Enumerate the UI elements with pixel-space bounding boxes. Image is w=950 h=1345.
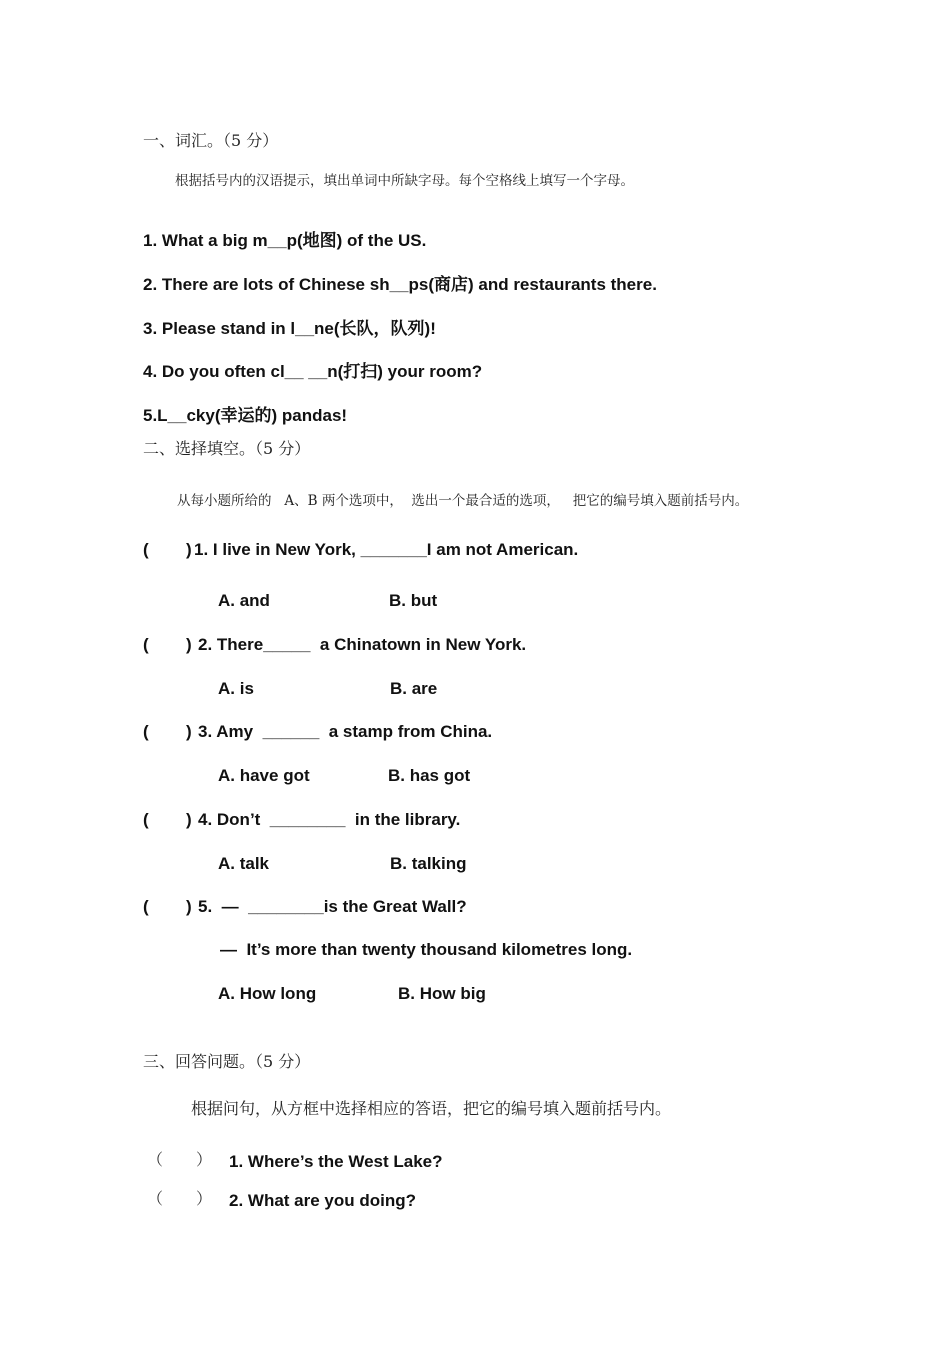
qa-q2-open-paren: （ xyxy=(147,1189,164,1208)
mc-q5-answer-line: — It’s more than twenty thousand kilometres long. xyxy=(220,940,633,959)
mc-q3-option-b: B. has got xyxy=(388,766,471,785)
section2-title: 二、选择填空。（5 分） xyxy=(143,439,311,458)
section3-instruction: 根据问句，从方框中选择相应的答语，把它的编号填入题前括号内。 xyxy=(191,1099,672,1118)
mc-q1-open-paren: ( xyxy=(143,540,149,559)
mc-q1-option-b: B. but xyxy=(389,591,438,610)
vocab-item-1: 1. What a big m__p(地图) of the US. xyxy=(143,231,427,250)
mc-q2-open-paren: ( xyxy=(143,635,149,654)
mc-q2-close-paren: ) xyxy=(186,635,192,654)
mc-q5-text: 5. — ________is the Great Wall? xyxy=(198,897,467,916)
qa-q1-close-paren: ） xyxy=(196,1150,213,1169)
mc-q4-text: 4. Don’t ________ in the library. xyxy=(198,810,461,829)
mc-q4-close-paren: ) xyxy=(186,810,192,829)
mc-q3-open-paren: ( xyxy=(143,722,149,741)
mc-q1-close-paren: ) xyxy=(186,540,192,559)
qa-q1-text: 1. Where’s the West Lake? xyxy=(229,1152,443,1171)
qa-q2-text: 2. What are you doing? xyxy=(229,1191,417,1210)
mc-q1-text: 1. I live in New York, _______I am not American. xyxy=(194,540,579,559)
mc-q4-option-a: A. talk xyxy=(218,854,270,873)
vocab-item-4: 4. Do you often cl__ __n(打扫) your room? xyxy=(143,362,483,381)
vocab-item-3: 3. Please stand in l__ne(长队，队列)! xyxy=(143,319,436,338)
mc-q1-option-a: A. and xyxy=(218,591,270,610)
qa-q1-open-paren: （ xyxy=(147,1150,164,1169)
section1-instruction: 根据括号内的汉语提示，填出单词中所缺字母。每个空格线上填写一个字母。 xyxy=(175,173,634,189)
mc-q2-text: 2. There_____ a Chinatown in New York. xyxy=(198,635,527,654)
mc-q5-open-paren: ( xyxy=(143,897,149,916)
mc-q3-text: 3. Amy ______ a stamp from China. xyxy=(198,722,493,741)
mc-q5-option-b: B. How big xyxy=(398,984,486,1003)
section1-title: 一、词汇。（5 分） xyxy=(143,131,279,150)
mc-q3-option-a: A. have got xyxy=(218,766,310,785)
mc-q3-close-paren: ) xyxy=(186,722,192,741)
mc-q4-open-paren: ( xyxy=(143,810,149,829)
qa-q2-close-paren: ） xyxy=(196,1189,213,1208)
vocab-item-2: 2. There are lots of Chinese sh__ps(商店) and restaurants there. xyxy=(143,275,657,294)
mc-q5-close-paren: ) xyxy=(186,897,192,916)
mc-q5-option-a: A. How long xyxy=(218,984,317,1003)
section2-instruction: 从每小题所给的 A、B 两个选项中， 选出一个最合适的选项， 把它的编号填入题前括号内。 xyxy=(177,493,749,509)
mc-q2-option-b: B. are xyxy=(390,679,438,698)
mc-q2-option-a: A. is xyxy=(218,679,254,698)
vocab-item-5: 5.L__cky(幸运的) pandas! xyxy=(143,406,348,425)
mc-q4-option-b: B. talking xyxy=(390,854,467,873)
section3-title: 三、回答问题。（5 分） xyxy=(143,1052,311,1071)
